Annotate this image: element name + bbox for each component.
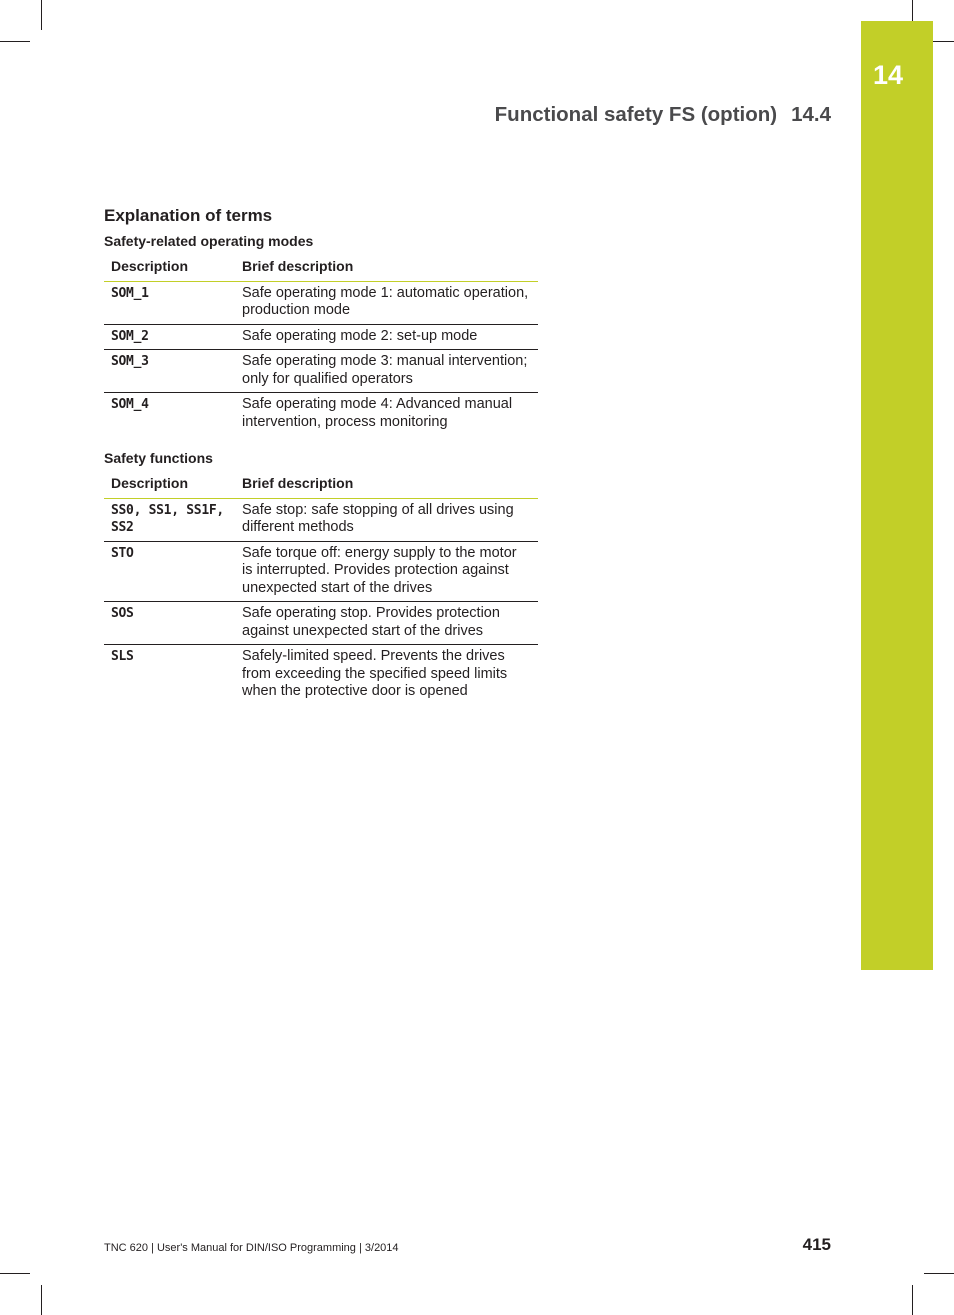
safety-functions-table	[104, 471, 538, 705]
column-header: Description	[104, 254, 235, 281]
section-number: 14.4	[791, 103, 831, 126]
term-description: Safe operating mode 3: manual intervention; only for qualified operators	[235, 350, 538, 393]
table-header-row	[104, 471, 538, 498]
page-header	[495, 103, 831, 127]
term-code: STO	[104, 541, 235, 602]
column-header: Brief description	[235, 254, 538, 281]
table-row	[104, 645, 538, 705]
term-code: SOM_1	[111, 285, 149, 301]
column-header: Brief description	[235, 471, 538, 498]
term-description: Safe operating stop. Provides protection against unexpected start of the drives	[235, 602, 538, 645]
table-row	[104, 498, 538, 541]
table-row	[104, 393, 538, 436]
crop-mark	[933, 41, 954, 42]
term-code: SOS	[104, 602, 235, 645]
term-description: Safe operating mode 2: set-up mode	[235, 324, 538, 350]
term-description: Safely-limited speed. Prevents the drives from exceeding the specified speed limits when the protective door is opened	[235, 645, 538, 705]
chapter-number: 14	[873, 60, 904, 90]
term-code: SOM_3	[104, 350, 235, 393]
crop-mark	[912, 1285, 913, 1315]
crop-mark	[912, 0, 913, 21]
term-description: Safe torque off: energy supply to the motor is interrupted. Provides protection against unexpected start of the drives	[235, 541, 538, 602]
safety-functions-heading: Safety functions	[104, 450, 213, 466]
term-code: SS0, SS1, SS1F, SS2	[111, 502, 224, 535]
table-row	[104, 602, 538, 645]
page-heading: Explanation of terms	[104, 206, 273, 225]
term-description: Safe operating mode 1: automatic operation, production mode	[242, 284, 529, 318]
section-title: Functional safety FS (option)	[494, 103, 778, 126]
page-number: 415	[802, 1235, 831, 1254]
crop-mark	[0, 1273, 30, 1274]
crop-mark	[41, 1285, 42, 1315]
term-code: SOM_4	[104, 393, 235, 436]
crop-mark	[924, 1273, 954, 1274]
crop-mark	[41, 0, 42, 30]
table-row	[104, 281, 538, 324]
table-row	[104, 541, 538, 602]
crop-mark	[0, 41, 30, 42]
term-code: SOM_2	[104, 324, 235, 350]
chapter-tab	[861, 21, 933, 970]
column-header: Description	[104, 471, 235, 498]
table-row	[104, 350, 538, 393]
operating-modes-heading: Safety-related operating modes	[104, 233, 314, 249]
footer-text: TNC 620 | User's Manual for DIN/ISO Programming | 3/2014	[104, 1242, 399, 1254]
term-code: SLS	[104, 645, 235, 705]
term-description: Safe operating mode 4: Advanced manual intervention, process monitoring	[235, 393, 538, 436]
table-row	[104, 324, 538, 350]
operating-modes-table	[104, 254, 538, 435]
term-description: Safe stop: safe stopping of all drives using different methods	[242, 501, 514, 535]
table-header-row	[104, 254, 538, 281]
